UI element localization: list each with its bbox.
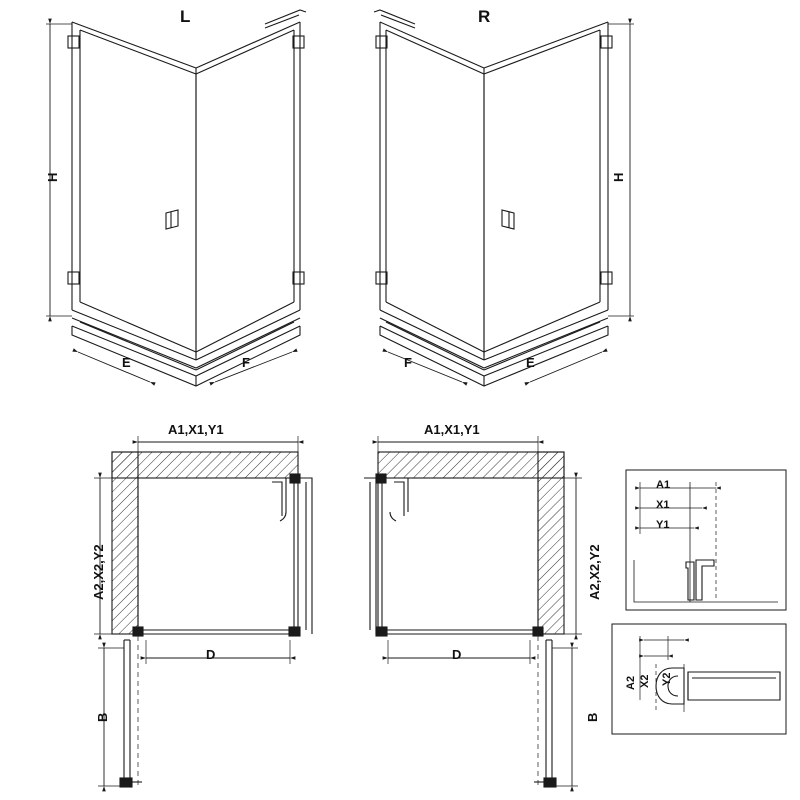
detail-label-a2: A2 [625, 675, 637, 690]
view-plan-left [112, 452, 312, 787]
label-f-right: F [404, 355, 412, 370]
dim-label-a1x1y1-left: A1,X1,Y1 [168, 422, 224, 437]
label-f-left: F [242, 355, 250, 370]
view-plan-right [364, 452, 564, 787]
view-3d-right [374, 7, 612, 386]
view-3d-left [68, 7, 306, 386]
detail-label-x1: X1 [656, 499, 670, 511]
label-height-left: H [45, 172, 60, 182]
label-variant-right: R [478, 7, 491, 26]
label-e-right: E [526, 355, 535, 370]
label-e-left: E [122, 355, 131, 370]
dim-label-a2x2y2-left: A2,X2,Y2 [91, 544, 106, 600]
dim-label-d-left: D [206, 647, 216, 662]
detail-label-x2: X2 [639, 674, 651, 688]
dim-label-a1x1y1-right: A1,X1,Y1 [424, 422, 480, 437]
dim-label-d-right: D [452, 647, 462, 662]
dim-label-b-left: B [95, 712, 110, 722]
detail-upper [626, 470, 786, 610]
detail-label-a1: A1 [656, 479, 671, 491]
dim-ef-left [78, 352, 292, 382]
dim-label-a2x2y2-right: A2,X2,Y2 [587, 544, 602, 600]
label-variant-left: L [180, 7, 191, 26]
detail-label-y1: Y1 [656, 519, 670, 531]
dim-label-b-right: B [585, 712, 600, 722]
dim-fe-right [388, 352, 602, 382]
label-height-right: H [611, 172, 626, 182]
detail-label-y2: Y2 [661, 672, 673, 686]
